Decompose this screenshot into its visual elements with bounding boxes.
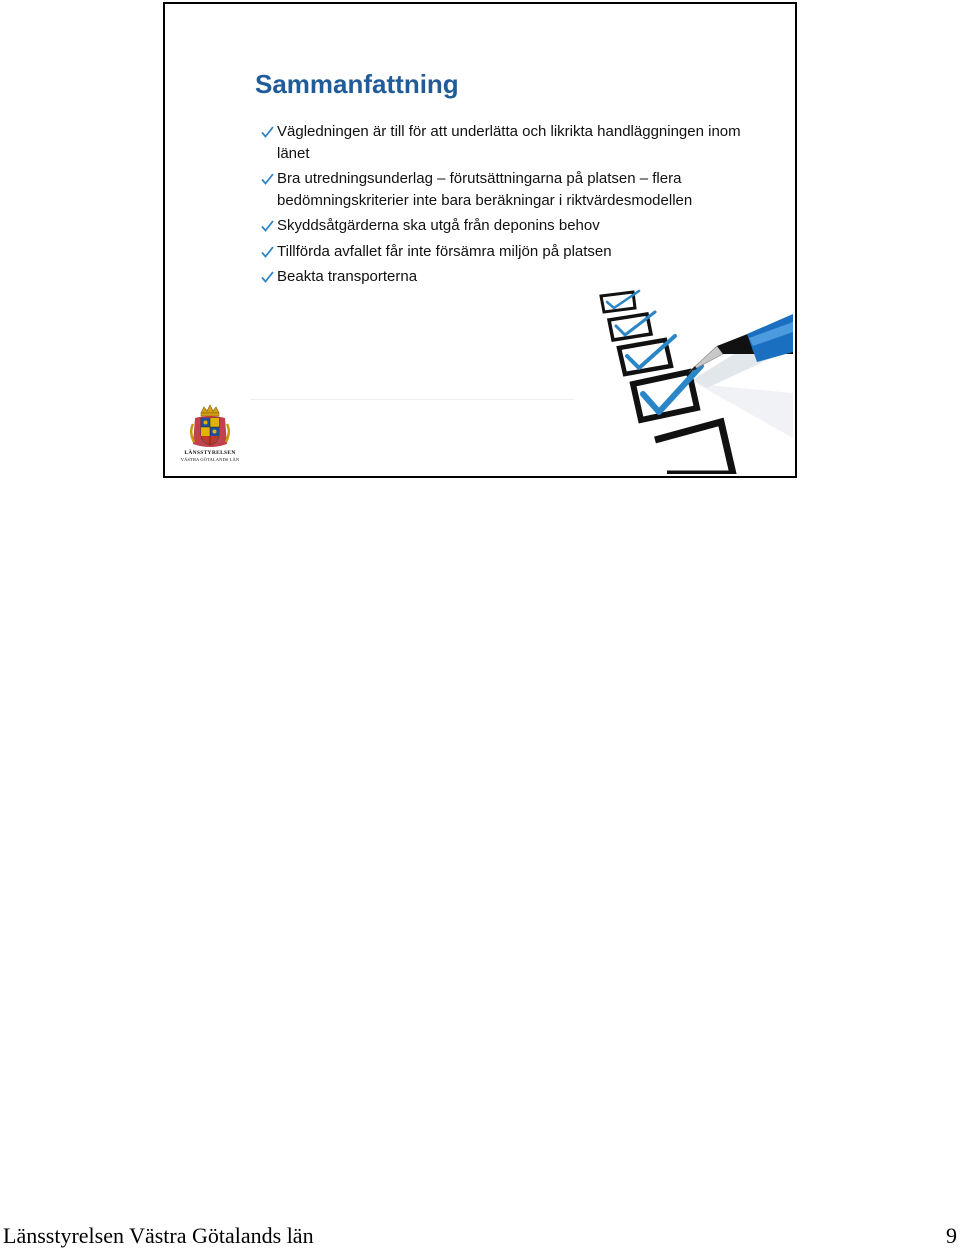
list-item <box>261 266 761 288</box>
list-item <box>261 215 761 237</box>
checkmark-icon <box>261 173 274 185</box>
list-item <box>261 168 761 211</box>
bullet-text: Tillförda avfallet får inte försämra miljön på platsen <box>277 242 612 260</box>
checkmark-icon <box>261 246 274 258</box>
bullet-text: Skyddsåtgärderna ska utgå från deponins behov <box>277 217 600 234</box>
logo-region: VÄSTRA GÖTALANDS LÄN <box>180 457 240 462</box>
slide <box>163 2 797 478</box>
checklist-pen-icon <box>597 288 793 474</box>
bullet-list <box>261 121 761 292</box>
logo <box>177 404 243 466</box>
checkmark-icon <box>261 271 274 283</box>
checkmark-icon <box>261 220 274 232</box>
bullet-text: Beakta transporterna <box>277 268 418 285</box>
divider <box>250 399 575 400</box>
footer-page-number: 9 <box>946 1223 957 1248</box>
slide-title: Sammanfattning <box>255 69 459 99</box>
list-item <box>261 241 761 263</box>
list-item <box>261 121 761 164</box>
checkmark-icon <box>261 126 274 138</box>
footer-organization: Länsstyrelsen Västra Götalands län <box>3 1223 314 1248</box>
coat-of-arms-icon <box>177 404 243 450</box>
bullet-text: Bra utredningsunderlag – förutsättningarna på platsen – flera bedömningskriterier inte bara beräkningar i riktvärdesmodellen <box>277 170 693 209</box>
logo-name: LÄNSSTYRELSEN <box>184 450 236 456</box>
bullet-text: Vägledningen är till för att underlätta och likrikta handläggningen inom länet <box>277 123 741 162</box>
